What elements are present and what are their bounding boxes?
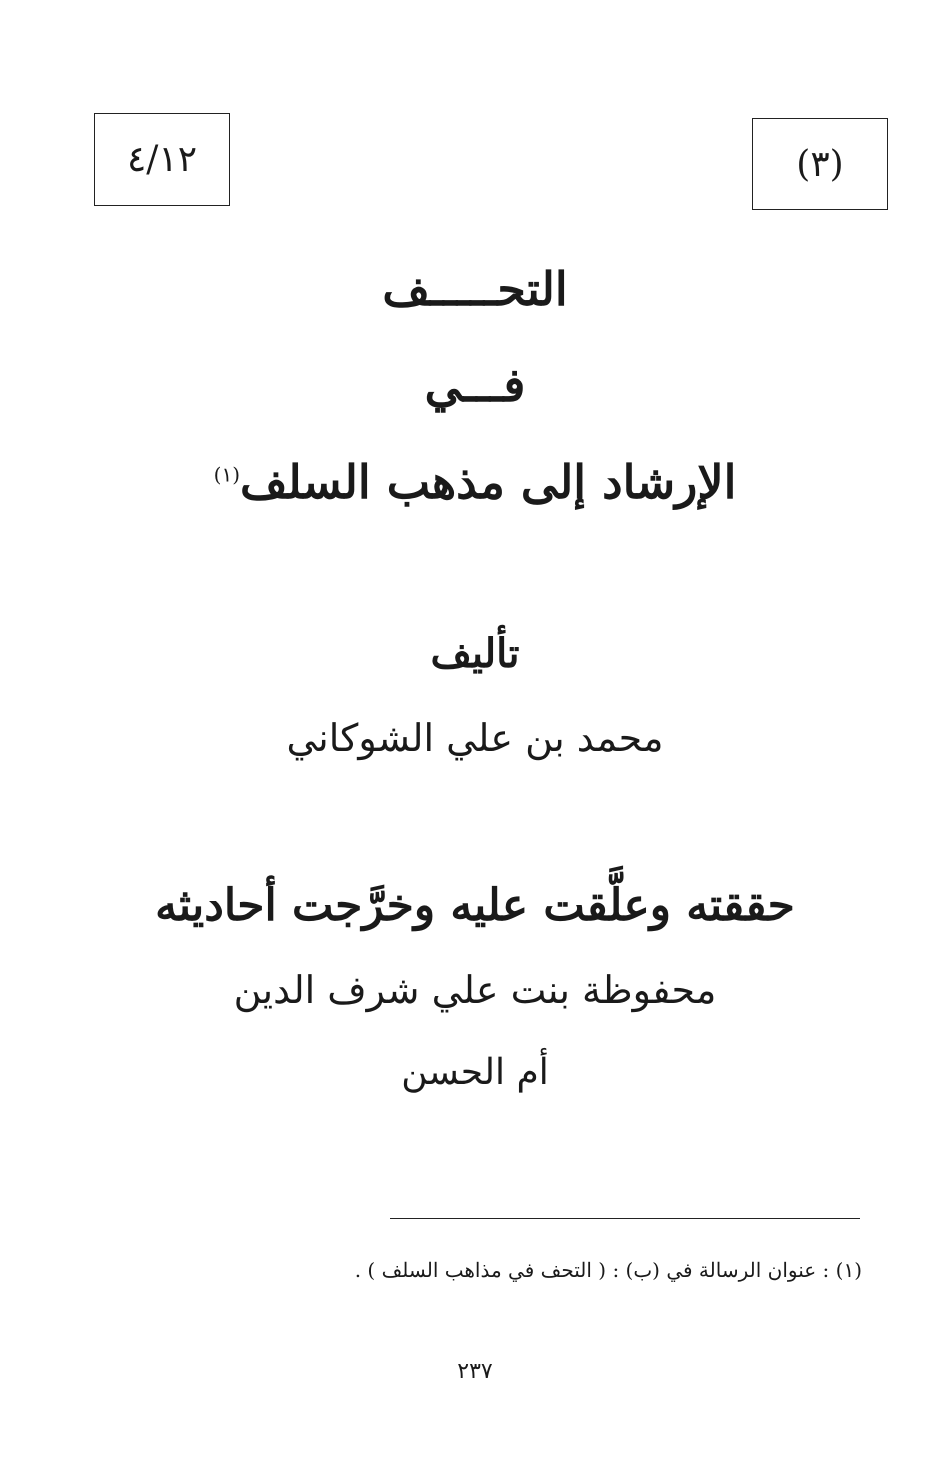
page-number: ٢٣٧ xyxy=(457,1359,493,1384)
title-line-2: فـــي xyxy=(424,358,526,412)
title-line-3 xyxy=(0,455,950,509)
item-number: (٣) xyxy=(796,143,844,185)
volume-reference-box xyxy=(94,113,230,206)
volume-reference: ٤/١٢ xyxy=(126,139,198,180)
footnote-marker[interactable]: (١) xyxy=(213,462,241,487)
item-number-box xyxy=(752,118,888,210)
title-line-1: التحـــــف xyxy=(382,262,568,316)
editor-kunya: أم الحسن xyxy=(401,1052,549,1093)
footnote-text: (١) : عنوان الرسالة في (ب) : ( التحف في مذاهب السلف ) . xyxy=(354,1258,862,1282)
title-line-3-text: الإرشاد إلى مذهب السلف xyxy=(240,455,737,509)
editor-name: محفوظة بنت علي شرف الدين xyxy=(233,968,717,1012)
author-heading: تأليف xyxy=(430,630,520,677)
footnote-divider xyxy=(390,1218,860,1219)
editor-heading: حققته وعلَّقت عليه وخرَّجت أحاديثه xyxy=(155,880,795,931)
author-name: محمد بن علي الشوكاني xyxy=(286,716,664,760)
